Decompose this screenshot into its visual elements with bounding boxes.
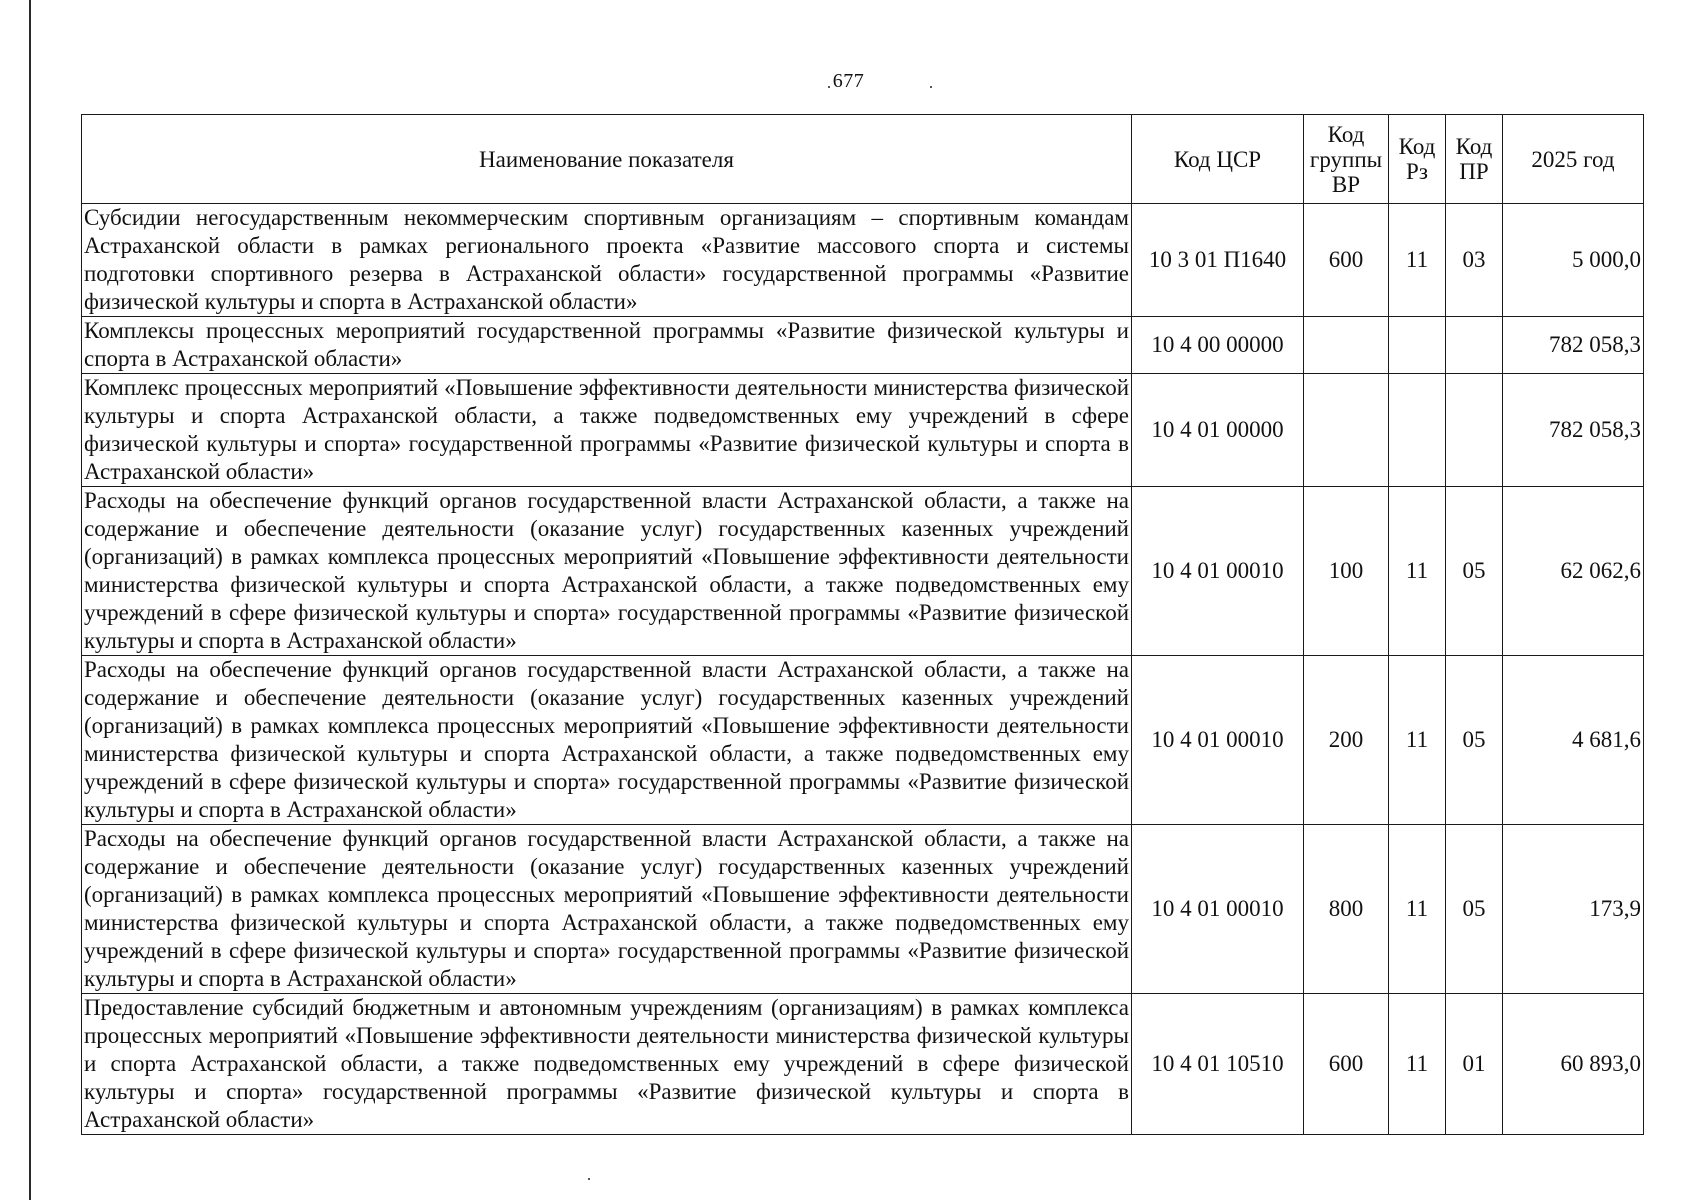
header-year: 2025 год (1503, 115, 1644, 204)
table-row (82, 317, 1644, 374)
header-csr-code: Код ЦСР (1132, 115, 1304, 204)
row-pr-code: 05 (1446, 656, 1503, 825)
table-row (82, 656, 1644, 825)
row-amount: 4 681,6 (1503, 656, 1644, 825)
row-rz-code: 11 (1389, 487, 1446, 656)
row-pr-code: 01 (1446, 994, 1503, 1135)
row-vr-code: 600 (1304, 994, 1389, 1135)
row-csr-code: 10 4 00 00000 (1132, 317, 1304, 374)
row-amount: 173,9 (1503, 825, 1644, 994)
row-rz-code: 11 (1389, 994, 1446, 1135)
header-vr-group-code: Код группы ВР (1304, 115, 1389, 204)
table-header-row (82, 115, 1644, 204)
row-rz-code: 11 (1389, 204, 1446, 317)
row-name: Комплекс процессных мероприятий «Повышение эффективности деятельности министерства физической культуры и спорта Астраханской области, а также подведомственных ему учреждений в сфере физической культуры и спорта» государственной программы «Развитие физической культуры и спорта в Астраханской области» (82, 374, 1132, 487)
table-row (82, 994, 1644, 1135)
row-name: Субсидии негосударственным некоммерческим спортивным организациям – спортивным командам Астраханской области в рамках регионального проекта «Развитие массового спорта и системы подготовки спортивного резерва в Астраханской области» государственной программы «Развитие физической культуры и спорта в Астраханской области» (82, 204, 1132, 317)
row-pr-code: 03 (1446, 204, 1503, 317)
row-csr-code: 10 4 01 00010 (1132, 825, 1304, 994)
scan-speck (588, 1178, 590, 1180)
table-row (82, 487, 1644, 656)
row-pr-code: 05 (1446, 825, 1503, 994)
row-name: Расходы на обеспечение функций органов государственной власти Астраханской области, а также на содержание и обеспечение деятельности (оказание услуг) государственных казенных учреждений (организаций) в рамках комплекса процессных мероприятий «Повышение эффективности деятельности министерства физической культуры и спорта Астраханской области, а также подведомственных ему учреждений в сфере физической культуры и спорта» государственной программы «Развитие физической культуры и спорта в Астраханской области» (82, 825, 1132, 994)
row-vr-code: 100 (1304, 487, 1389, 656)
row-name: Предоставление субсидий бюджетным и автономным учреждениям (организациям) в рамках комплекса процессных мероприятий «Повышение эффективности деятельности министерства физической культуры и спорта Астраханской области, а также подведомственных ему учреждений в сфере физической культуры и спорта» государственной программы «Развитие физической культуры и спорта в Астраханской области» (82, 994, 1132, 1135)
row-rz-code: 11 (1389, 825, 1446, 994)
page-binding-edge (29, 0, 31, 1200)
budget-table (81, 114, 1644, 1135)
row-amount: 5 000,0 (1503, 204, 1644, 317)
row-vr-code: 200 (1304, 656, 1389, 825)
table-row (82, 204, 1644, 317)
row-name: Расходы на обеспечение функций органов государственной власти Астраханской области, а также на содержание и обеспечение деятельности (оказание услуг) государственных казенных учреждений (организаций) в рамках комплекса процессных мероприятий «Повышение эффективности деятельности министерства физической культуры и спорта Астраханской области, а также подведомственных ему учреждений в сфере физической культуры и спорта» государственной программы «Развитие физической культуры и спорта в Астраханской области» (82, 656, 1132, 825)
row-amount: 782 058,3 (1503, 374, 1644, 487)
page-number: 677 (832, 70, 865, 92)
header-rz-code: Код Рз (1389, 115, 1446, 204)
row-vr-code (1304, 317, 1389, 374)
row-vr-code: 600 (1304, 204, 1389, 317)
row-csr-code: 10 3 01 П1640 (1132, 204, 1304, 317)
table-row (82, 825, 1644, 994)
row-csr-code: 10 4 01 00010 (1132, 656, 1304, 825)
row-amount: 60 893,0 (1503, 994, 1644, 1135)
row-csr-code: 10 4 01 10510 (1132, 994, 1304, 1135)
row-rz-code: 11 (1389, 656, 1446, 825)
row-vr-code: 800 (1304, 825, 1389, 994)
row-csr-code: 10 4 01 00000 (1132, 374, 1304, 487)
row-pr-code (1446, 374, 1503, 487)
row-amount: 62 062,6 (1503, 487, 1644, 656)
row-name: Комплексы процессных мероприятий государственной программы «Развитие физической культуры и спорта в Астраханской области» (82, 317, 1132, 374)
row-name: Расходы на обеспечение функций органов государственной власти Астраханской области, а также на содержание и обеспечение деятельности (оказание услуг) государственных казенных учреждений (организаций) в рамках комплекса процессных мероприятий «Повышение эффективности деятельности министерства физической культуры и спорта Астраханской области, а также подведомственных ему учреждений в сфере физической культуры и спорта» государственной программы «Развитие физической культуры и спорта в Астраханской области» (82, 487, 1132, 656)
row-amount: 782 058,3 (1503, 317, 1644, 374)
row-pr-code: 05 (1446, 487, 1503, 656)
row-vr-code (1304, 374, 1389, 487)
table-row (82, 374, 1644, 487)
header-name: Наименование показателя (82, 115, 1132, 204)
row-pr-code (1446, 317, 1503, 374)
row-rz-code (1389, 374, 1446, 487)
row-rz-code (1389, 317, 1446, 374)
header-pr-code: Код ПР (1446, 115, 1503, 204)
row-csr-code: 10 4 01 00010 (1132, 487, 1304, 656)
